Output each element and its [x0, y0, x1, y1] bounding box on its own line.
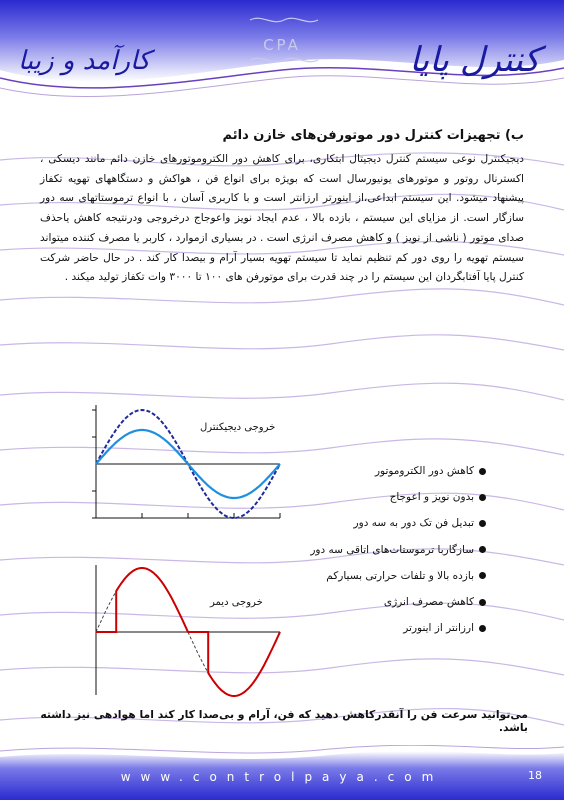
dimmer-output-label: خروجی دیمر — [210, 597, 263, 608]
bullet-icon — [479, 520, 486, 527]
feature-item — [286, 589, 486, 615]
feature-item — [286, 563, 486, 589]
feature-text: سازگاربا ترموستات‌های اتاقی سه دور — [310, 543, 474, 556]
feature-text: ارزانتر از اینورتر — [403, 622, 474, 635]
cpa-logo: CPA — [263, 36, 301, 54]
bullet-icon — [479, 572, 486, 579]
page-number: 18 — [528, 769, 542, 782]
digicontrol-output-chart — [80, 400, 290, 540]
bullet-icon — [479, 546, 486, 553]
feature-item — [286, 537, 486, 563]
bullet-icon — [479, 599, 486, 606]
feature-text: بازده بالا و تلفات حرارتی بسیارکم — [326, 569, 474, 582]
bullet-icon — [479, 625, 486, 632]
feature-item — [286, 484, 486, 510]
feature-text: بدون نویز و اعوجاج — [389, 491, 474, 504]
dimmer-output-chart — [80, 560, 290, 700]
section-body: دیجیکنترل نوعی سیستم کنترل دیجیتال ابتکاری، برای کاهش دور الکتروموتورهای خازن دائم مانند دیسکی ، اکسترنال روتور و موتورهای یونیورسال است که بویژه برای انواع فن ، هواکش و دستگاههای تهویه تکفاز پیشنهاد میشود. این سیستم ابداعی،از اینورتر ارزانتر است و با کاربری آسان ، با انواع ترموستاتهای سه دور سازگار است. از مزایای این سیستم ، بازده بالا ، عدم ایجاد نویز واعوجاج درخروجی ودرنتیجه کاهش یاحذف صدای موتور ( ناشی از نویز ) و کاهش مصرف انرژی است . در بسیاری ازموارد ، کاربر یا مصرف کننده میتواند سیستم تهویه را روی دور کم تنظیم نماید تا سیستم تهویه بسیار آرام و بیصدا کار کند . در حال حاضر شرکت کنترل پایا آفتابگردان این سیستم را در چند قدرت برای موتورفن های ۱۰۰ تا ۳۰۰۰ وات تکفاز تولید میکند . — [40, 153, 524, 284]
feature-item — [286, 510, 486, 536]
brand-name: کنترل پایا — [409, 40, 540, 80]
feature-item — [286, 615, 486, 641]
feature-text: کاهش مصرف انرژی — [383, 596, 474, 609]
footer-website: www.controlpaya.com — [120, 770, 444, 784]
brand-slogan: کارآمد و زیبا — [18, 46, 151, 76]
feature-item — [286, 458, 486, 484]
digicontrol-output-label: خروجی دیجیکنترل — [200, 422, 276, 433]
feature-text: کاهش دور الکتروموتور — [374, 465, 474, 477]
bottom-note: می‌توانید سرعت فن را آنقدرکاهش دهید که فن، آرام و بی‌صدا کار کند اما هوادهی نیز داشته باشد. — [40, 708, 528, 734]
feature-list — [286, 458, 486, 641]
section-heading: ب) تجهیزات کنترل دور موتورفن‌های خازن دائم — [222, 128, 524, 143]
feature-text: تبدیل فن تک دور به سه دور — [353, 517, 474, 530]
bullet-icon — [479, 468, 486, 475]
bullet-icon — [479, 494, 486, 501]
